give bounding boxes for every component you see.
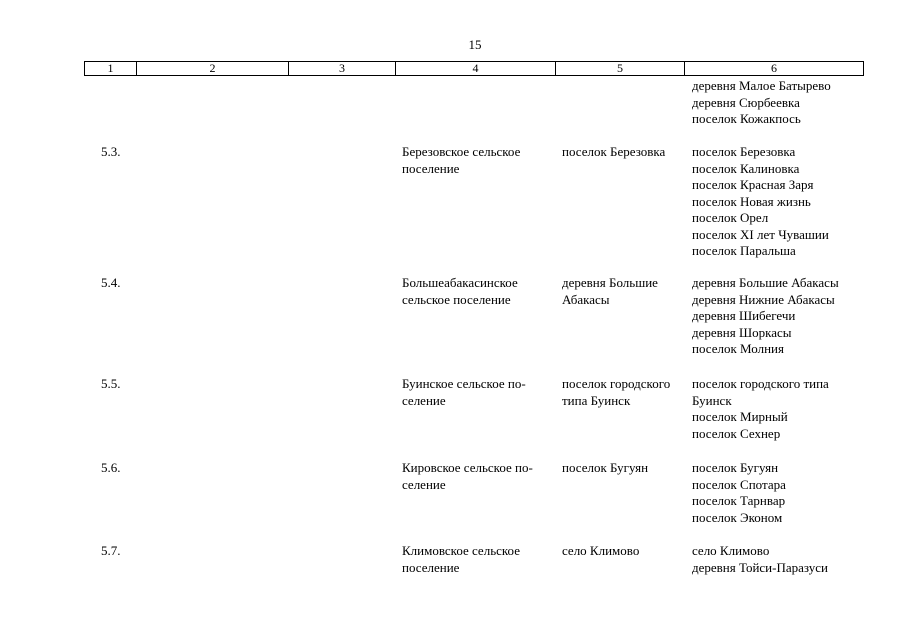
settlement-name [402,144,552,177]
locality-item: Буинск [692,392,732,408]
locality-item: поселок Мирный [692,409,788,424]
localities-cell [692,460,882,526]
header-col-1: 1 [84,61,137,76]
settlement-name-line: Климовское сельское [402,543,520,558]
locality-item: поселок Орел [692,210,769,225]
row-number: 5.3. [101,144,121,159]
administrative-center [562,376,686,409]
center-line: типа Буинск [562,392,631,408]
administrative-center [562,460,686,477]
locality-item: деревня Тойси-Паразуси [692,559,828,575]
locality-item: поселок Бугуян [692,460,779,475]
settlement-name [402,275,552,308]
administrative-center [562,144,686,161]
settlement-name [402,460,552,493]
center-line: Абакасы [562,291,610,307]
header-col-2: 2 [136,61,289,76]
settlement-name-line: Кировское сельское по- [402,460,533,475]
center-line: деревня Большие [562,275,658,290]
locality-item: деревня Сюрбеевка [692,94,800,110]
localities-cell [692,543,882,576]
locality-item: поселок Калиновка [692,160,800,176]
localities-cell [692,275,882,358]
locality-item: деревня Нижние Абакасы [692,291,835,307]
center-line: поселок Бугуян [562,460,649,475]
locality-item: поселок Паральша [692,243,796,258]
settlement-name-line: поселение [402,559,460,575]
administrative-center [562,543,686,560]
localities-cell [692,144,882,260]
locality-item: деревня Шибегечи [692,308,796,323]
header-col-3: 3 [288,61,396,76]
locality-item: поселок Молния [692,341,784,356]
settlement-name-line: Березовское сельское [402,144,521,159]
header-col-6: 6 [684,61,864,76]
locality-item: деревня Большие Абакасы [692,275,839,290]
locality-item: поселок городского типа [692,376,829,391]
center-line: село Климово [562,543,640,558]
locality-item: поселок Спотара [692,476,786,492]
locality-item: деревня Малое Батырево [692,78,831,93]
locality-item: поселок Березовка [692,144,796,159]
localities-cell [692,376,882,442]
settlement-name-line: Большеабакасинское [402,275,518,290]
locality-item: поселок Сехнер [692,425,781,441]
localities-cell [692,78,882,128]
locality-item: поселок Кожакпось [692,111,801,126]
page-number: 15 [468,37,482,52]
row-number: 5.4. [101,275,121,290]
locality-item: село Климово [692,543,770,558]
header-col-5: 5 [555,61,685,76]
locality-item: поселок Эконом [692,509,783,525]
center-line: поселок Березовка [562,144,666,159]
row-number: 5.5. [101,376,121,391]
header-col-4: 4 [395,61,556,76]
center-line: поселок городского [562,376,671,391]
locality-item: поселок XI лет Чувашии [692,226,829,242]
settlement-name-line: поселение [402,160,460,176]
settlement-name-line: сельское поселение [402,291,511,307]
settlement-name [402,376,552,409]
settlement-name [402,543,552,576]
locality-item: поселок Тарнвар [692,493,786,508]
locality-item: деревня Шоркасы [692,324,792,340]
administrative-center [562,275,686,308]
settlement-name-line: Буинское сельское по- [402,376,526,391]
locality-item: поселок Красная Заря [692,177,814,192]
settlement-name-line: селение [402,392,446,408]
settlement-name-line: селение [402,476,446,492]
row-number: 5.6. [101,460,121,475]
locality-item: поселок Новая жизнь [692,193,811,209]
row-number: 5.7. [101,543,121,558]
table-header-row [84,61,864,77]
